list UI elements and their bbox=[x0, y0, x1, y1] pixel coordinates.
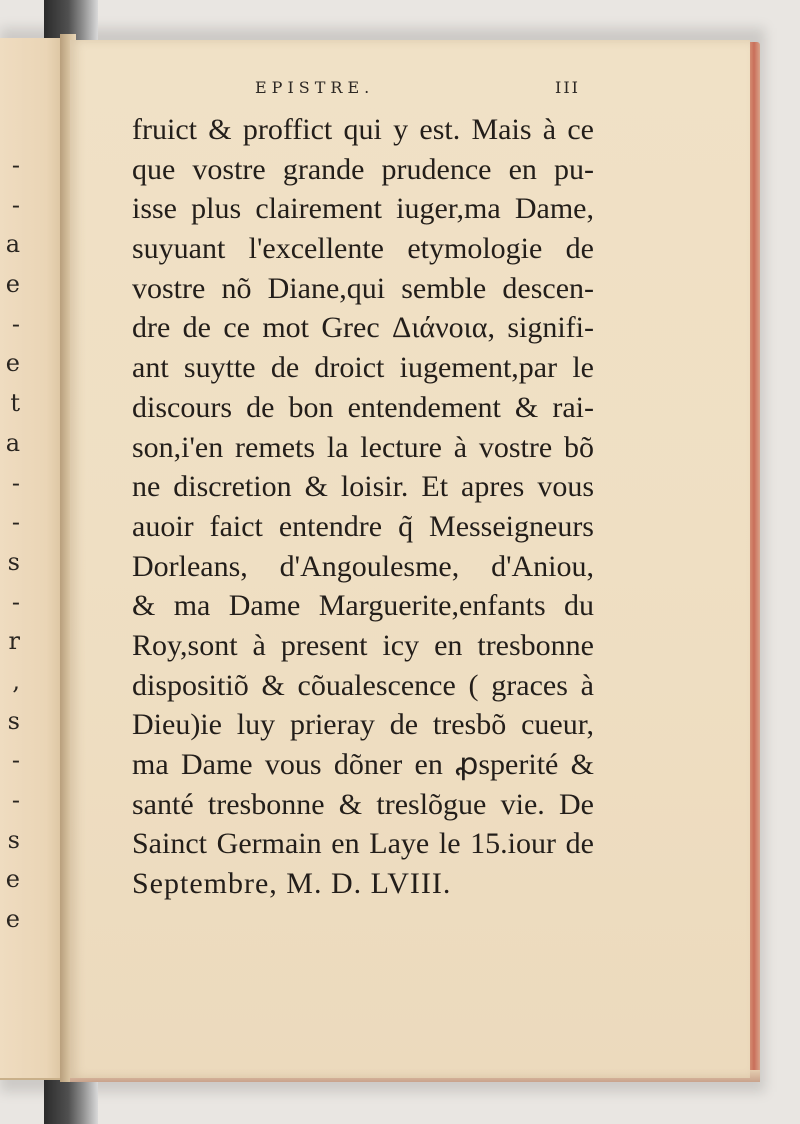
text-line: Dieu)ie luy prieray de tresbõ cueur, bbox=[132, 708, 594, 742]
facing-page-glyph: e bbox=[5, 865, 20, 894]
text-line: que vostre grande prudence en pu- bbox=[132, 152, 594, 186]
facing-page bbox=[0, 38, 66, 1080]
facing-page-glyph: e bbox=[5, 905, 20, 934]
text-line: santé tresbonne & treslõgue vie. De bbox=[132, 787, 594, 821]
facing-page-glyph: a bbox=[5, 428, 20, 457]
text-line: Dorleans, d'Angoulesme, d'Aniou, bbox=[132, 549, 594, 583]
text-line: ant suytte de droict iugement,par le bbox=[132, 351, 594, 385]
facing-page-glyph: r bbox=[8, 627, 20, 656]
text-line: suyuant l'excellente etymologie de bbox=[132, 232, 594, 266]
facing-page-glyph: - bbox=[11, 508, 20, 537]
facing-page-glyph: s bbox=[7, 706, 20, 735]
text-line: Septembre, M. D. LVIII. bbox=[132, 867, 452, 901]
text-line: isse plus clairement iuger,ma Dame, bbox=[132, 192, 594, 226]
text-line: dre de ce mot Grec Διάνοια, signifi- bbox=[132, 311, 594, 345]
text-line: & ma Dame Marguerite,enfants du bbox=[132, 589, 594, 623]
facing-page-glyph: - bbox=[11, 190, 20, 219]
facing-page-glyph: - bbox=[11, 746, 20, 775]
text-line: fruict & proffict qui y est. Mais à ce bbox=[132, 113, 594, 146]
text-line: auoir faict entendre q̃ Messeigneurs bbox=[132, 509, 594, 543]
text-line: vostre nõ Diane,qui semble descen- bbox=[132, 271, 594, 305]
page-header bbox=[255, 78, 580, 97]
facing-page-glyph: s bbox=[7, 547, 20, 576]
text-line: discours de bon entendement & rai- bbox=[132, 390, 594, 424]
body-text bbox=[132, 110, 594, 904]
facing-page-glyph: - bbox=[11, 151, 20, 179]
facing-page-glyph: - bbox=[11, 468, 20, 497]
facing-page-glyph: , bbox=[12, 666, 20, 695]
facing-page-glyph: a bbox=[5, 230, 20, 259]
facing-page-glyph: e bbox=[5, 270, 20, 299]
text-line: ne discretion & loisir. Et apres vous bbox=[132, 470, 594, 504]
facing-page-glyph: - bbox=[11, 786, 20, 814]
running-head: EPISTRE. bbox=[255, 78, 375, 97]
text-line: Roy,sont à present icy en tresbonne bbox=[132, 628, 594, 662]
page-number: III bbox=[555, 78, 580, 97]
text-line: son,i'en remets la lecture à vostre bõ bbox=[132, 430, 594, 464]
facing-page-glyph: - bbox=[11, 309, 20, 338]
text-line: ma Dame vous dõner en ꝓsperité & bbox=[132, 748, 594, 781]
facing-page-glyph: s bbox=[7, 825, 20, 854]
facing-page-glyph: - bbox=[11, 587, 20, 616]
text-line: Sainct Germain en Laye le 15.iour de bbox=[132, 827, 594, 861]
facing-page-line-ends bbox=[0, 146, 20, 940]
text-line: dispositiõ & cõualescence ( graces à bbox=[132, 668, 594, 702]
facing-page-glyph: e bbox=[5, 349, 20, 378]
facing-page-glyph: t bbox=[10, 389, 20, 418]
